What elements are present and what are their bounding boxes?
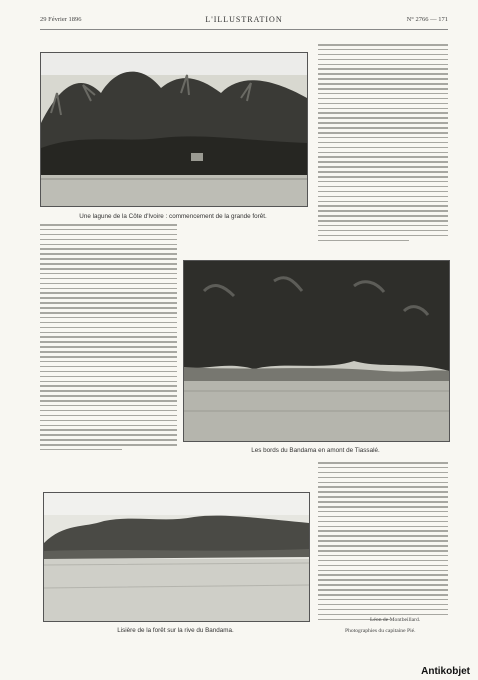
article-column-left bbox=[40, 224, 177, 454]
watermark: Antikobjet bbox=[421, 666, 470, 677]
page-header bbox=[40, 16, 448, 26]
issue-date: 29 Février 1896 bbox=[40, 16, 82, 23]
page-number: N° 2766 — 171 bbox=[406, 16, 448, 23]
journal-title: L'ILLUSTRATION bbox=[205, 15, 283, 24]
bandama-banks-photo bbox=[183, 260, 450, 442]
photo-credit: Photographies du capitaine Pié. bbox=[345, 628, 416, 634]
article-column-right-top bbox=[318, 44, 448, 245]
author-signature: Léon de Montbeillard. bbox=[370, 617, 421, 623]
forest-edge-photo bbox=[43, 492, 310, 622]
forest-edge-caption: Lisière de la forêt sur la rive du Bandama. bbox=[117, 627, 234, 634]
header-rule bbox=[40, 29, 448, 30]
lagoon-photo bbox=[40, 52, 308, 207]
article-column-right-bottom bbox=[318, 462, 448, 623]
bandama-banks-caption: Les bords du Bandama en amont de Tiassalé. bbox=[251, 447, 380, 454]
lagoon-caption: Une lagune de la Côte d'Ivoire : commencement de la grande forêt. bbox=[79, 213, 267, 220]
